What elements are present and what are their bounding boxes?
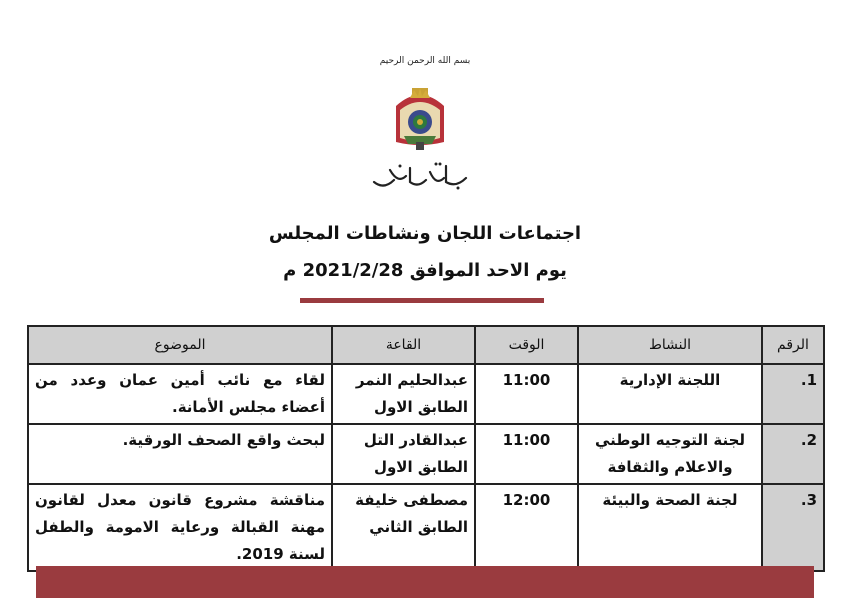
row-subject: مناقشة مشروع قانون معدل لقانون مهنة القبالة ورعاية الامومة والطفل لسنة 2019. xyxy=(28,484,332,571)
table-row xyxy=(28,364,824,424)
column-header-num: الرقم xyxy=(762,326,824,364)
council-logo-calligraphy xyxy=(370,160,472,192)
row-hall: عبدالقادر التل الطابق الاول xyxy=(332,424,475,484)
basmala: بسم الله الرحمن الرحيم xyxy=(379,56,471,66)
row-time: 11:00 xyxy=(475,364,578,424)
column-header-activity: النشاط xyxy=(578,326,762,364)
date-subtitle: يوم الاحد الموافق 2021/2/28 م xyxy=(283,260,567,281)
row-hall: عبدالحليم النمر الطابق الاول xyxy=(332,364,475,424)
row-activity: لجنة التوجيه الوطني والاعلام والثقافة xyxy=(578,424,762,484)
row-activity: لجنة الصحة والبيئة xyxy=(578,484,762,571)
title-underline xyxy=(300,298,544,303)
row-subject: لبحث واقع الصحف الورقية. xyxy=(28,424,332,484)
column-header-subject: الموضوع xyxy=(28,326,332,364)
row-activity: اللجنة الإدارية xyxy=(578,364,762,424)
table-row xyxy=(28,484,824,571)
page-title: اجتماعات اللجان ونشاطات المجلس xyxy=(268,223,582,244)
column-header-time: الوقت xyxy=(475,326,578,364)
row-time: 12:00 xyxy=(475,484,578,571)
row-time: 11:00 xyxy=(475,424,578,484)
footer-bar xyxy=(36,566,814,598)
table-row xyxy=(28,424,824,484)
row-number: 3. xyxy=(762,484,824,571)
table-header-row xyxy=(28,326,824,364)
jordan-royal-emblem-icon xyxy=(386,86,454,154)
row-number: 1. xyxy=(762,364,824,424)
row-subject: لقاء مع نائب أمين عمان وعدد من أعضاء مجلس الأمانة. xyxy=(28,364,332,424)
row-number: 2. xyxy=(762,424,824,484)
column-header-hall: القاعة xyxy=(332,326,475,364)
row-hall: مصطفى خليفة الطابق الثاني xyxy=(332,484,475,571)
schedule-table xyxy=(27,325,825,572)
